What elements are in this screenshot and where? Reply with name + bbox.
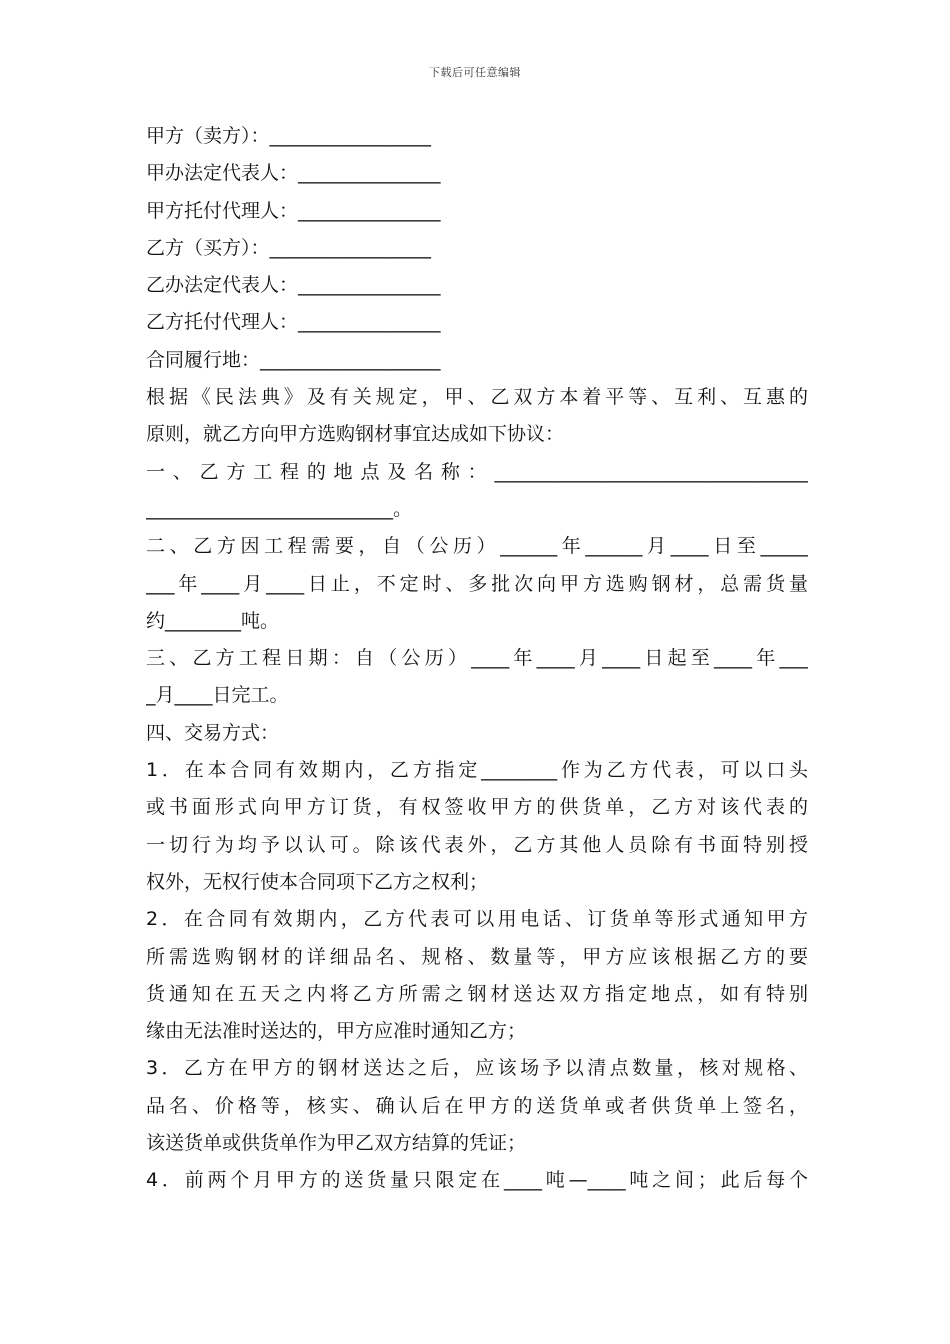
seller-legal-rep-line: 甲办法定代表人：_______________	[146, 162, 441, 185]
clause-2-line: 二、乙方因工程需要，自（公历）______年______月____日至_____	[146, 535, 808, 558]
preamble-line: 根据《民法典》及有关规定，甲、乙双方本着平等、互利、互惠的	[146, 386, 808, 409]
item-3-line: 3．乙方在甲方的钢材送达之后，应该场予以清点数量，核对规格、	[146, 1057, 808, 1080]
buyer-agent-line: 乙方托付代理人：_______________	[146, 311, 441, 334]
contract-location-line: 合同履行地：___________________	[146, 348, 441, 371]
seller-line: 甲方（卖方）：_________________	[146, 125, 432, 147]
header-note: 下载后可任意编辑	[429, 66, 521, 79]
preamble-line: 原则，就乙方向甲方选购钢材事宜达成如下协议：	[146, 423, 565, 446]
clause-1-line: 一、乙方工程的地点及名称：_________________________________	[146, 460, 808, 483]
item-4-line: 4．前两个月甲方的送货量只限定在____吨—____吨之间；此后每个	[146, 1169, 808, 1192]
clause-1-line: __________________________。	[146, 497, 413, 520]
buyer-line: 乙方（买方）：_________________	[146, 236, 432, 259]
clause-3-line: 三、乙方工程日期：自（公历）____年____月____日起至____年___	[146, 647, 808, 670]
item-3-line: 该送货单或供货单作为甲乙双方结算的凭证；	[146, 1132, 527, 1155]
seller-agent-line: 甲方托付代理人：_______________	[146, 199, 441, 222]
item-3-line: 品名、价格等，核实、确认后在甲方的送货单或者供货单上签名，	[146, 1094, 808, 1117]
item-1-line: 或书面形式向甲方订货，有权签收甲方的供货单，乙方对该代表的	[146, 796, 808, 819]
clause-4-heading: 四、交易方式：	[146, 721, 280, 744]
contract-body	[146, 118, 808, 1200]
item-2-line: 所需选购钢材的详细品名、规格、数量等，甲方应该根据乙方的要	[146, 945, 808, 968]
item-1-line: 1．在本合同有效期内，乙方指定________作为乙方代表，可以口头	[146, 759, 808, 782]
item-1-line: 一切行为均予以认可。除该代表外，乙方其他人员除有书面特别授	[146, 833, 808, 856]
buyer-legal-rep-line: 乙办法定代表人：_______________	[146, 274, 441, 297]
clause-3-line: _月____日完工。	[146, 684, 289, 707]
item-2-line: 缘由无法准时送达的，甲方应准时通知乙方；	[146, 1020, 527, 1043]
item-2-line: 2．在合同有效期内，乙方代表可以用电话、订货单等形式通知甲方	[146, 908, 808, 931]
clause-2-line: ___年____月____日止，不定时、多批次向甲方选购钢材，总需货量	[146, 572, 808, 595]
item-1-line: 权外，无权行使本合同项下乙方之权利；	[146, 870, 489, 893]
clause-2-line: 约________吨。	[146, 609, 280, 632]
item-2-line: 货通知在五天之内将乙方所需之钢材送达双方指定地点，如有特别	[146, 982, 808, 1005]
